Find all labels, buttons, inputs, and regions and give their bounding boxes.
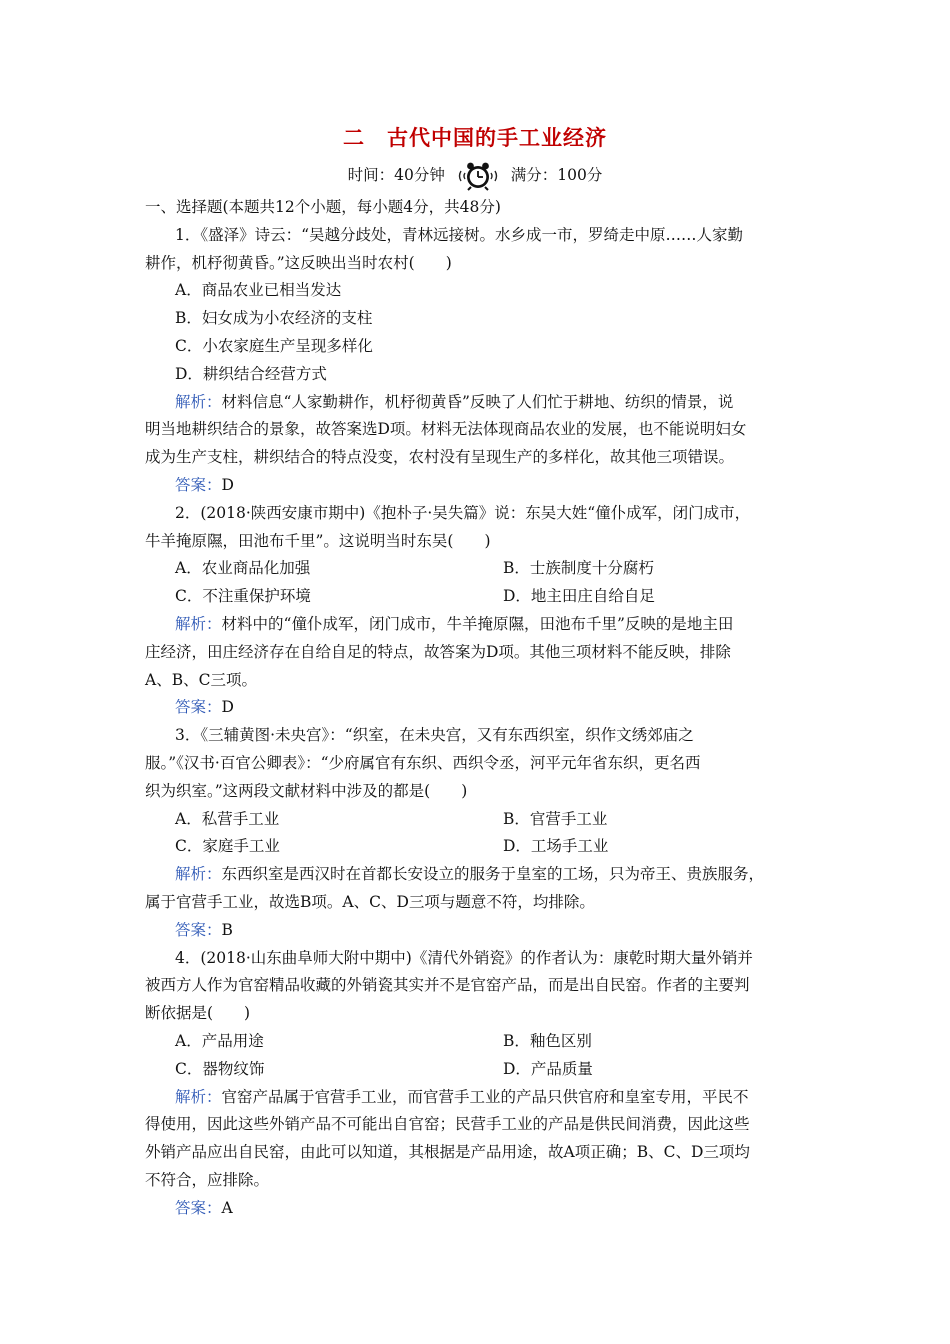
q1-stem-cont: 耕作，机杼彻黄昏。”这反映出当时农村( ) (145, 253, 452, 272)
q2-options-row (145, 583, 813, 611)
q2-option-d: D．地主田庄自给自足 (503, 587, 655, 606)
q4-options-row (145, 1028, 813, 1056)
q3-options-row (145, 833, 813, 861)
page-title: 二 古代中国的手工业经济 (343, 125, 607, 150)
answer-label: 答案： (175, 1198, 222, 1217)
full-score: 满分：100分 (510, 166, 603, 184)
q2-analysis-cont: 庄经济，田庄经济存在自给自足的特点，故答案为D项。其他三项材料不能反映，排除 (145, 642, 731, 661)
q1-analysis: 解析：材料信息“人家勤耕作，机杼彻黄昏”反映了人们忙于耕地、纺织的情景，说 (175, 392, 734, 411)
q4-stem-cont: 被西方人作为官窑精品收藏的外销瓷其实并不是官窑产品，而是出自民窑。作者的主要判 (145, 976, 750, 995)
q3-analysis-cont: 属于官营手工业，故选B项。A、C、D三项与题意不符，均排除。 (145, 892, 595, 911)
q4-answer: 答案：A (175, 1198, 233, 1217)
q3-option-d: D．工场手工业 (503, 837, 609, 856)
q3-option-a: A．私营手工业 (175, 809, 280, 828)
q1-option-b: B．妇女成为小农经济的支柱 (175, 309, 373, 328)
q2-options-row (145, 555, 813, 583)
q2-answer: 答案：D (175, 698, 234, 717)
analysis-label: 解析： (175, 1087, 222, 1106)
section-heading: 一、选择题(本题共12个小题，每小题4分，共48分) (145, 198, 501, 216)
q4-stem-cont: 断依据是( ) (145, 1004, 251, 1023)
q1-option-c: C．小农家庭生产呈现多样化 (175, 336, 373, 355)
analysis-label: 解析： (175, 865, 222, 884)
q4-analysis-cont: 不符合，应排除。 (145, 1170, 270, 1189)
q2-option-c: C．不注重保护环境 (175, 587, 311, 606)
q3-option-b: B．官营手工业 (503, 809, 608, 828)
q3-stem-cont: 服。”《汉书·百官公卿表》：“少府属官有东织、西织令丞，河平元年省东织，更名西 (145, 753, 701, 772)
q3-option-c: C．家庭手工业 (175, 837, 280, 856)
q3-stem: 3．《三辅黄图·未央宫》：“织室，在未央宫，又有东西织室，织作文绣郊庙之 (175, 726, 694, 745)
exam-meta (0, 160, 950, 190)
q2-option-a: A．农业商品化加强 (175, 559, 311, 578)
analysis-label: 解析： (175, 614, 222, 633)
q2-option-b: B．士族制度十分腐朽 (503, 559, 654, 578)
time-limit: 时间：40分钟 (347, 166, 445, 184)
q4-stem: 4．(2018·山东曲阜师大附中期中)《清代外销瓷》的作者认为：康乾时期大量外销并 (175, 948, 753, 967)
q4-option-a: A．产品用途 (175, 1031, 264, 1050)
q4-option-b: B．釉色区别 (503, 1031, 592, 1050)
q1-option-a: A．商品农业已相当发达 (175, 281, 342, 300)
q1-analysis-cont: 明当地耕织结合的景象，故答案选D项。材料无法体现商品农业的发展，也不能说明妇女 (145, 420, 747, 439)
answer-label: 答案： (175, 920, 222, 939)
analysis-label: 解析： (175, 392, 222, 411)
q4-analysis-cont: 外销产品应出自民窑，由此可以知道，其根据是产品用途，故A项正确；B、C、D三项均 (145, 1143, 750, 1162)
q1-stem: 1．《盛泽》诗云：“吴越分歧处，青林远接树。水乡成一市，罗绮走中原……人家勤 (175, 225, 744, 244)
exam-content (145, 194, 813, 1222)
q3-options-row (145, 806, 813, 834)
q1-answer: 答案：D (175, 475, 234, 494)
q4-option-d: D．产品质量 (503, 1059, 593, 1078)
alarm-clock-icon (456, 161, 500, 191)
q3-answer: 答案：B (175, 920, 233, 939)
q2-stem-cont: 牛羊掩原隰，田池布千里”。这说明当时东吴( ) (145, 531, 491, 550)
q2-analysis-cont: A、B、C三项。 (145, 670, 257, 689)
q4-option-c: C．器物纹饰 (175, 1059, 265, 1078)
q4-options-row (145, 1056, 813, 1084)
answer-label: 答案： (175, 475, 222, 494)
q4-analysis-cont: 得使用，因此这些外销产品不可能出自官窑；民营手工业的产品是供民间消费，因此这些 (145, 1115, 750, 1134)
q2-analysis: 解析：材料中的“僮仆成军，闭门成市，牛羊掩原隰，田池布千里”反映的是地主田 (175, 614, 734, 633)
q1-analysis-cont: 成为生产支柱，耕织结合的特点没变，农村没有呈现生产的多样化，故其他三项错误。 (145, 448, 735, 467)
q2-stem: 2．(2018·陕西安康市期中)《抱朴子·吴失篇》说：东吴大姓“僮仆成军，闭门成市， (175, 503, 751, 522)
q1-option-d: D．耕织结合经营方式 (175, 364, 327, 383)
q3-analysis: 解析：东西织室是西汉时在首都长安设立的服务于皇室的工场，只为帝王、贵族服务， (175, 865, 765, 884)
q4-analysis: 解析：官窑产品属于官营手工业，而官营手工业的产品只供官府和皇室专用，平民不 (175, 1087, 749, 1106)
q3-stem-cont: 织为织室。”这两段文献材料中涉及的都是( ) (145, 781, 468, 800)
answer-label: 答案： (175, 698, 222, 717)
